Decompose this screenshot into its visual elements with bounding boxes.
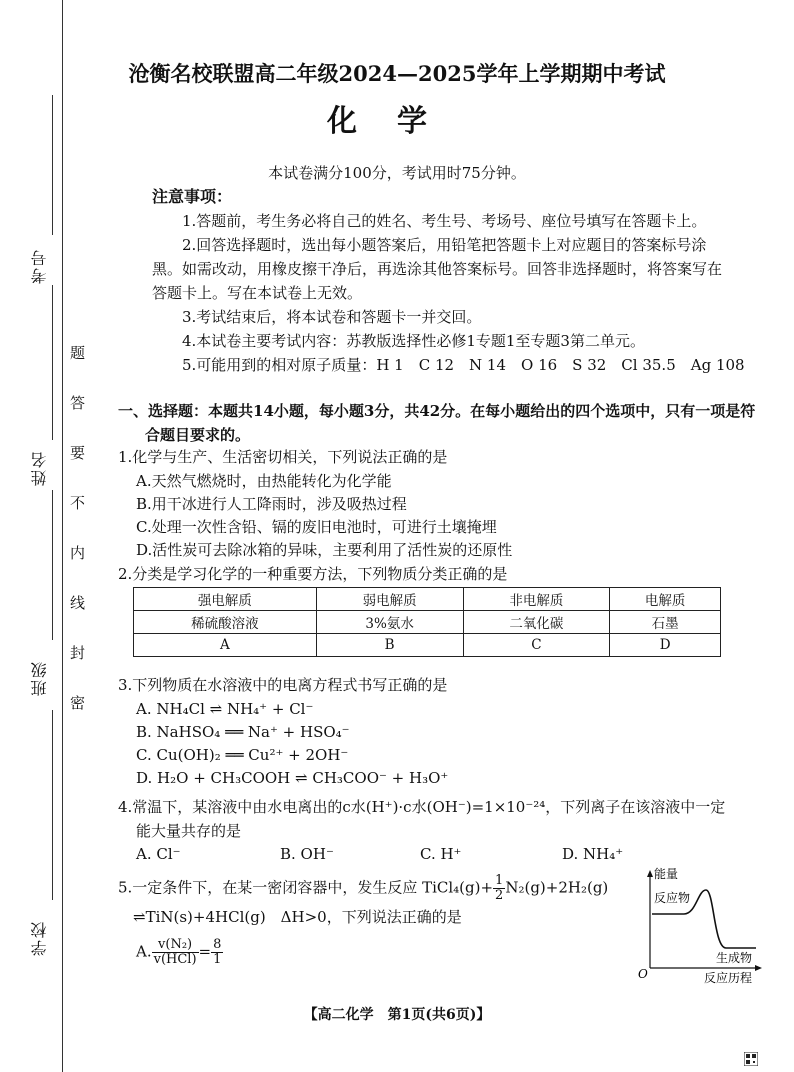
exam-title: 沧衡名校联盟高二年级2024—2025学年上学期期中考试	[128, 61, 666, 86]
q4-option-a[interactable]: A. Cl⁻	[136, 845, 181, 863]
q3-stem: 3.下列物质在水溶液中的电离方程式书写正确的是	[118, 676, 448, 694]
graph-origin: O	[638, 967, 648, 981]
q2-option-a[interactable]: A	[134, 634, 317, 657]
notice-item: 黑。如需改动，用橡皮擦干净后，再选涂其他答案标号。回答非选择题时，将答案写在	[152, 260, 723, 278]
side-label-school: 学校	[30, 920, 49, 956]
q3-option-c[interactable]: C. Cu(OH)₂ ══ Cu²⁺ + 2OH⁻	[136, 746, 349, 764]
q2-option-b[interactable]: B	[316, 634, 463, 657]
side-label-name: 姓名	[30, 450, 49, 486]
notice-item: 答题卡上。写在本试卷上无效。	[152, 284, 363, 302]
graph-ylabel: 能量	[654, 867, 679, 881]
exam-intro: 本试卷满分100分，考试用时75分钟。	[268, 164, 526, 182]
q5-option-a-ratio-den: 1	[213, 952, 222, 967]
q5-option-a-eq: =	[198, 942, 212, 961]
seal-char: 题	[70, 344, 86, 362]
side-field-name[interactable]	[52, 345, 53, 440]
side-label-class: 班级	[30, 660, 49, 696]
q2-stem: 2.分类是学习化学的一种重要方法，下列物质分类正确的是	[118, 565, 508, 583]
side-field-class[interactable]	[52, 710, 53, 900]
graph-reactant-label: 反应物	[654, 891, 691, 905]
table-header: 弱电解质	[316, 588, 463, 611]
side-field-exam-number-2[interactable]	[52, 285, 53, 345]
notice-item: 1.答题前，考生务必将自己的姓名、考生号、考场号、座位号填写在答题卡上。	[182, 212, 707, 230]
seal-char: 内	[70, 544, 86, 562]
x-axis-arrow-icon	[755, 965, 762, 971]
notice-heading: 注意事项：	[152, 187, 233, 206]
y-axis-arrow-icon	[647, 870, 653, 877]
table-cell: 稀硫酸溶液	[134, 611, 317, 634]
q5-fraction	[493, 874, 505, 903]
graph-xlabel: 反应历程	[704, 971, 753, 985]
q5-option-a-num: v(N₂)	[152, 938, 199, 953]
table-cell: 石墨	[610, 611, 721, 634]
q2-option-c[interactable]: C	[463, 634, 610, 657]
q4-stem-cont: 能大量共存的是	[136, 822, 242, 840]
table-cell: 二氧化碳	[463, 611, 610, 634]
seal-char: 答	[70, 394, 86, 412]
seal-char: 线	[70, 594, 86, 612]
q2-table	[133, 587, 721, 657]
q1-option-d[interactable]: D.活性炭可去除冰箱的异味，主要利用了活性炭的还原性	[136, 541, 513, 559]
notice-item: 3.考试结束后，将本试卷和答题卡一并交回。	[182, 308, 482, 326]
section-heading: 一、选择题：本题共14小题，每小题3分，共42分。在每小题给出的四个选项中，只有一项是符	[118, 402, 756, 420]
seal-char: 不	[70, 494, 86, 512]
section-heading-cont: 合题目要求的。	[145, 426, 251, 444]
notice-item: 2.回答选择题时，选出每小题答案后，用铅笔把答题卡上对应题目的答案标号涂	[182, 236, 707, 254]
subject-title: 化学	[327, 104, 467, 139]
table-row	[134, 611, 721, 634]
q5-frac-denominator: 2	[495, 888, 504, 903]
q5-stem-cont: ⇌TiN(s)+4HCl(g) ΔH>0，下列说法正确的是	[133, 908, 462, 926]
q3-option-a[interactable]: A. NH₄Cl ⇌ NH₄⁺ + Cl⁻	[136, 700, 314, 718]
q3-option-b[interactable]: B. NaHSO₄ ══ Na⁺ + HSO₄⁻	[136, 723, 350, 741]
table-cell: 3%氨水	[316, 611, 463, 634]
notice-item: 5.可能用到的相对原子质量：H 1 C 12 N 14 O 16 S 32 Cl 35.5 Ag 108	[182, 356, 745, 374]
q1-stem: 1.化学与生产、生活密切相关，下列说法正确的是	[118, 448, 448, 466]
q5-option-a-ratio-num: 8	[213, 937, 222, 952]
q5-stem-post: N₂(g)+2H₂(g)	[505, 878, 609, 897]
q5-option-a[interactable]	[136, 938, 223, 967]
q5-option-a-den: v(HCl)	[153, 952, 197, 967]
q2-option-d[interactable]: D	[610, 634, 721, 657]
q5-option-a-ratio	[211, 938, 223, 967]
q5-stem-pre: 5.一定条件下，在某一密闭容器中，发生反应 TiCl₄(g)+	[118, 878, 494, 897]
energy-diagram	[636, 866, 766, 986]
side-field-name-2[interactable]	[52, 490, 53, 640]
q4-option-b[interactable]: B. OH⁻	[280, 845, 334, 863]
q5-stem	[118, 874, 608, 903]
q5-option-a-label: A.	[136, 942, 152, 961]
q5-frac-numerator: 1	[495, 873, 504, 888]
q1-option-c[interactable]: C.处理一次性含铅、镉的废旧电池时，可进行土壤掩埋	[136, 518, 497, 536]
notice-item: 4.本试卷主要考试内容：苏教版选择性必修1专题1至专题3第二单元。	[182, 332, 645, 350]
q4-option-d[interactable]: D. NH₄⁺	[562, 845, 624, 863]
table-row	[134, 588, 721, 611]
seal-char: 封	[70, 644, 86, 662]
q1-option-b[interactable]: B.用干冰进行人工降雨时，涉及吸热过程	[136, 495, 407, 513]
q5-option-a-fraction	[152, 938, 199, 967]
table-header: 强电解质	[134, 588, 317, 611]
side-label-exam-number: 考号	[30, 248, 49, 284]
graph-product-label: 生成物	[716, 951, 753, 965]
q1-option-a[interactable]: A.天然气燃烧时，由热能转化为化学能	[136, 472, 392, 490]
table-header: 非电解质	[463, 588, 610, 611]
binding-line	[62, 0, 63, 1072]
q4-stem: 4.常温下，某溶液中由水电离出的c水(H⁺)·c水(OH⁻)=1×10⁻²⁴，下列离子在该溶液中一定	[118, 798, 726, 816]
q4-option-c[interactable]: C. H⁺	[420, 845, 462, 863]
page-footer: 【高二化学 第1页(共6页)】	[303, 1007, 491, 1023]
seal-char: 密	[70, 694, 86, 712]
qr-code-icon	[744, 1052, 758, 1066]
seal-char: 要	[70, 444, 86, 462]
table-row	[134, 634, 721, 657]
table-header: 电解质	[610, 588, 721, 611]
q3-option-d[interactable]: D. H₂O + CH₃COOH ⇌ CH₃COO⁻ + H₃O⁺	[136, 769, 449, 787]
